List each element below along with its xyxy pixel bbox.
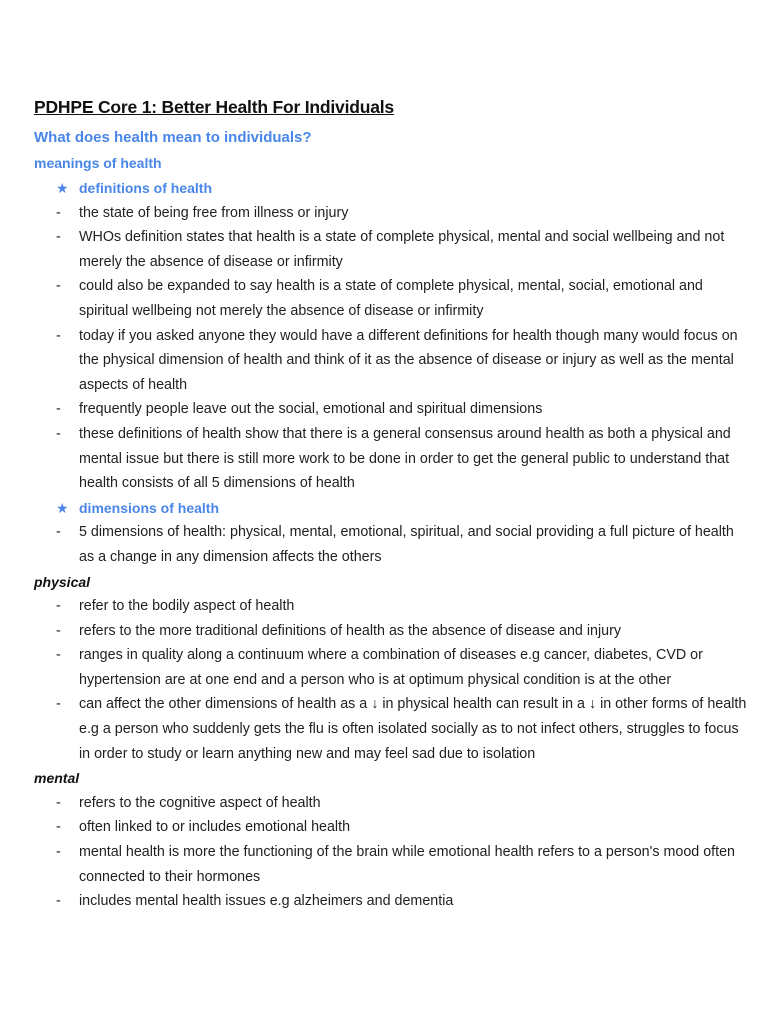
star-heading-definitions xyxy=(34,176,752,201)
star-heading-label: definitions of health xyxy=(79,180,212,196)
list-item: - includes mental health issues e.g alzheimers and dementia xyxy=(34,889,752,914)
section-label-physical: physical xyxy=(34,573,91,590)
dash-bullet: - xyxy=(56,794,61,811)
mental-list xyxy=(34,791,752,914)
list-item: - refer to the bodily aspect of health xyxy=(34,594,752,619)
list-item: - frequently people leave out the social, emotional and spiritual dimensions xyxy=(34,397,752,422)
list-item: - ranges in quality along a continuum where a combination of diseases e.g cancer, diabetes, CVD or hypertension are at one end and a person who is at optimum physical condition is at the other xyxy=(34,643,752,692)
dash-bullet: - xyxy=(56,622,61,639)
list-item: - the state of being free from illness or injury xyxy=(34,201,752,226)
dash-bullet: - xyxy=(56,401,61,418)
list-item: - often linked to or includes emotional health xyxy=(34,815,752,840)
list-item: - can affect the other dimensions of health as a ↓ in physical health can result in a ↓ in other forms of health e.g a person who suddenly gets the flu is often isolated socially as to not infect others, struggles to focus in order to study or learn anything new and may feel sad due to isolation xyxy=(34,692,752,766)
document-title: PDHPE Core 1: Better Health For Individuals xyxy=(34,97,394,117)
list-item: - could also be expanded to say health is a state of complete physical, mental, social, emotional and spiritual wellbeing not merely the absence of disease or infirmity xyxy=(34,274,752,323)
star-icon: ★ xyxy=(56,180,69,196)
star-heading-label: dimensions of health xyxy=(79,499,220,516)
star-heading-dimensions xyxy=(34,496,752,521)
section-label-mental: mental xyxy=(34,770,80,787)
dash-bullet: - xyxy=(56,524,61,541)
section-question-heading: What does health mean to individuals? xyxy=(34,129,312,146)
physical-list xyxy=(34,594,752,766)
list-item: - these definitions of health show that there is a general consensus around health as both a physical and mental issue but there is still more work to be done in order to get the general public to understand that health consists of all 5 dimensions of health xyxy=(34,422,752,496)
star-icon: ★ xyxy=(56,499,69,516)
dash-bullet: - xyxy=(56,204,61,221)
definitions-list xyxy=(34,201,752,496)
list-item: - WHOs definition states that health is a state of complete physical, mental and social wellbeing and not merely the absence of disease or infirmity xyxy=(34,225,752,274)
subheading-meanings-of-health: meanings of health xyxy=(34,155,162,171)
dash-bullet: - xyxy=(56,327,61,344)
list-item: - today if you asked anyone they would have a different definitions for health though many would focus on the physical dimension of health and think of it as the absence of disease or injury as well as the mental aspects of health xyxy=(34,324,752,398)
dash-bullet: - xyxy=(56,819,61,836)
dash-bullet: - xyxy=(56,425,61,442)
dash-bullet: - xyxy=(56,229,61,246)
list-item: - mental health is more the functioning of the brain while emotional health refers to a person's mood often connected to their hormones xyxy=(34,840,752,889)
list-item: - refers to the more traditional definitions of health as the absence of disease and injury xyxy=(34,619,752,644)
dimensions-list xyxy=(34,520,752,569)
dash-bullet: - xyxy=(56,696,61,713)
dash-bullet: - xyxy=(56,893,61,910)
dash-bullet: - xyxy=(56,278,61,295)
dash-bullet: - xyxy=(56,598,61,615)
dash-bullet: - xyxy=(56,647,61,664)
dash-bullet: - xyxy=(56,844,61,861)
list-item: - 5 dimensions of health: physical, mental, emotional, spiritual, and social providing a full picture of health as a change in any dimension affects the others xyxy=(34,520,752,569)
list-item: - refers to the cognitive aspect of health xyxy=(34,791,752,816)
